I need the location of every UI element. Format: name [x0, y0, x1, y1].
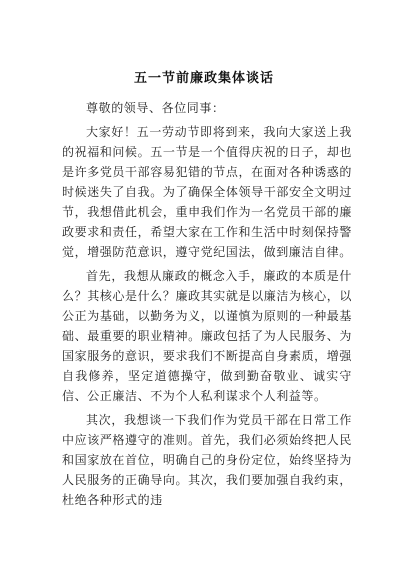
paragraph-3: 其次，我想谈一下我们作为党员干部在日常工作中应该严格遵守的准则。首先，我们必须始终把人民和国家放在首位，明确自己的身份定位，始终坚持为人民服务的正确导向。其次，我们要加强自我约束，杜绝各种形式的违 — [62, 413, 352, 507]
salutation: 尊敬的领导、各位同事： — [86, 101, 225, 115]
document-body — [62, 98, 352, 514]
paragraph-2: 首先，我想从廉政的概念入手，廉政的本质是什么？其核心是什么？廉政其实就是以廉洁为核心，以公正为基础，以勤务为义，以谨慎为原则的一种最基础、最重要的职业精神。廉政包括了为人民服务、为国家服务的意识，要求我们不断提高自身素质，增强自我修养，坚定道德操守，做到勤奋敬业、诚实守信、公正廉洁、不为个人私利谋求个人利益等。 — [62, 269, 352, 403]
document-title: 五一节前廉政集体谈话 — [133, 71, 274, 86]
paragraph-1: 大家好！五一劳动节即将到来，我向大家送上我的祝福和问候。五一节是一个值得庆祝的日子，却也是许多党员干部容易犯错的节点，在面对各种诱惑的时候迷失了自我。为了确保全体领导干部安全文明过节，我想借此机会，重申我们作为一名党员干部的廉政要求和责任，希望大家在工作和生活中时刻保持警觉，增强防范意识，遵守党纪国法，做到廉洁自律。 — [62, 125, 352, 259]
